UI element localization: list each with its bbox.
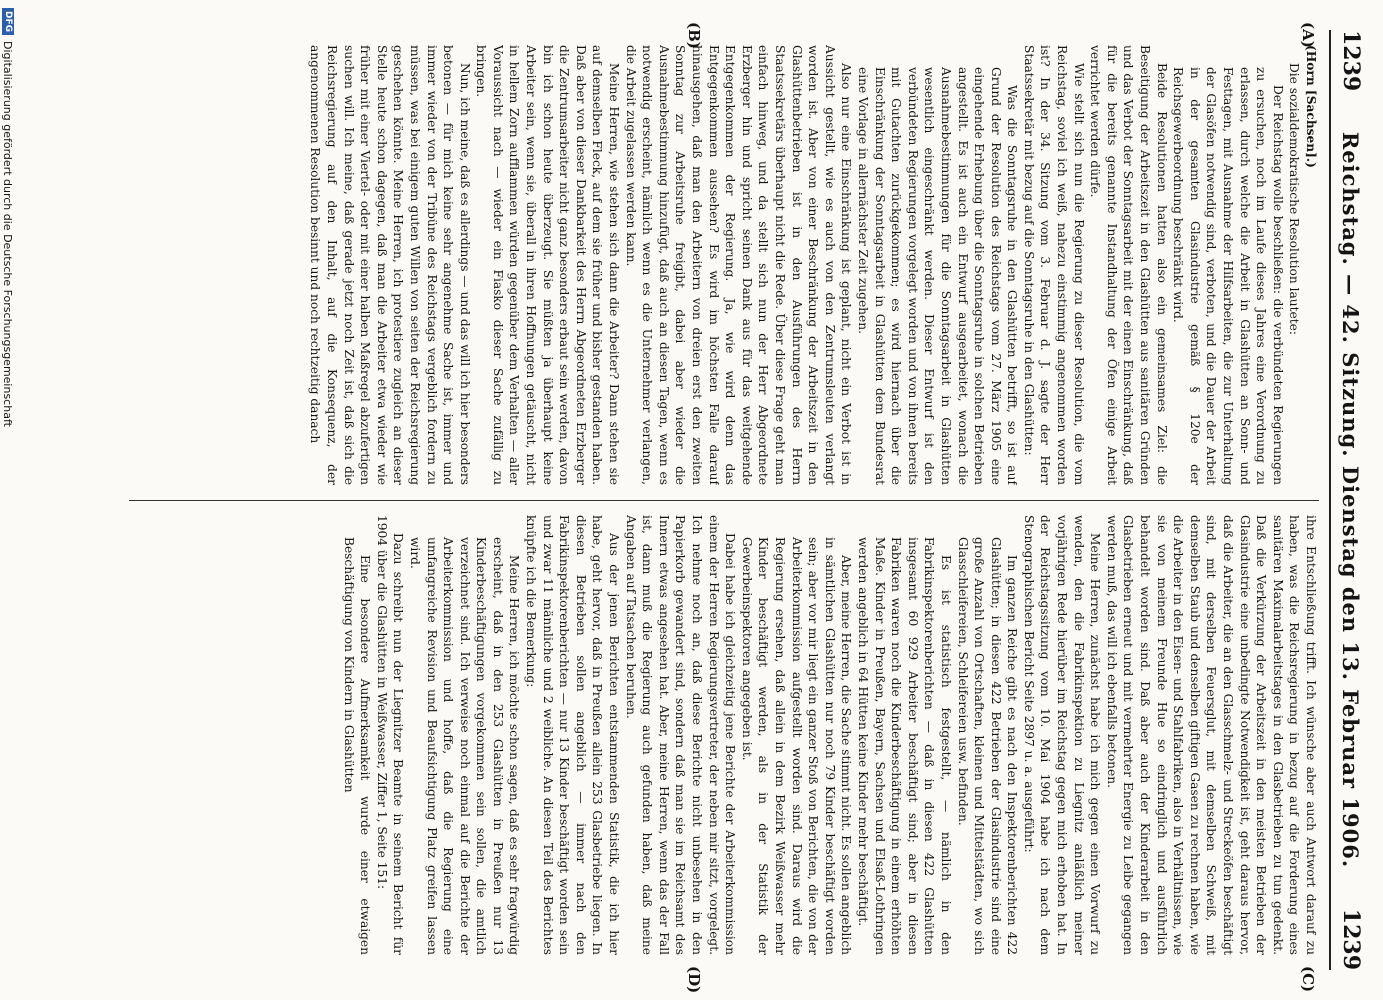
dfg-logo-badge: DFG — [2, 8, 14, 35]
quoted-statement: Was die Sonntagsruhe in den Glashütten betrifft, so ist auf Grund der Resolution des Reichstags vom 27. März 1905 eine eingehende Erhebung über die Sonntagsruhe in solchen Betrieben angestellt. Es ist auch ein Entwurf ausgearbeitet, wonach die Ausnahmebestimmungen für die Sonntagsarbeit in Glashütten wesentlich eingeschränkt werden. Dieser Entwurf ist den verbündeten Regierungen vorgelegt worden und von ihnen bereits mit Gutachten zurückgekommen; es wird hiernach über die Einschränkung der Sonntagsarbeit in Glashütten dem Bundesrat eine Vorlage in allernächster Zeit zugehen. — [855, 67, 1020, 485]
paragraph: Also nur eine Einschränkung ist geplant, nicht ein Verbot ist in Aussicht gestellt, wie es auch von den Zentrumsleuten verlangt worden ist. Aber von einer Beschränkung der Arbeitszeit in den Glashüttenbetrieben ist in den Ausführungen des Herrn Staatssekretärs überhaupt nicht die Rede. Über diese Frage geht man einfach hinweg, und da stellt sich nun der Herr Abgeordnete Erzberger hin und spricht seinen Dank aus für das weitgehende Entgegenkommen der Regierung. Ja, wie wird denn das Entgegenkommen aussehen? Es wird im höchsten Falle darauf hinausgehen, daß man den Arbeitern von dreien erst den zweiten Sonntag zur Arbeitsruhe freigibt, dabei aber wieder die Ausnahmebestimmung hinzufügt, daß auch an diesen Tagen, wenn es notwendig erscheint, nämlich wenn es die Unternehmer verlangen, die Arbeit zugelassen werden kann. — [623, 45, 854, 485]
page-header — [1329, 30, 1371, 970]
digitization-footer — [1, 0, 15, 1000]
paragraph: Dabei habe ich gleichzeitig jene Berichte der Arbeiterkommission einem der Herren Regierungsvertreter, der neben mir sitzt, vorgelegt. Ich nehme noch an, daß diese Berichte nicht unbesehen in den Papierkorb gewandert sind, sondern daß man sie im Reichsamt des Innern etwas angesehen hat. Aber, meine Herren, wenn das der Fall ist, dann muß die Regierung auch gefunden haben, daß meine Angaben auf Tatsachen beruhen. — [623, 515, 738, 955]
funding-note: Digitalisierung gefördert durch die Deutsche Forschungsgemeinschaft — [1, 41, 15, 427]
page-number: 1239 — [1338, 908, 1364, 970]
quoted-statement: Es ist statistisch festgestellt, — nämlich in den Fabrikinspektorenberichten — daß in diesen 422 Glashütten insgesamt 60 929 Arbeiter beschäftigt sind; aber in diesen Fabriken waren noch die Kinderbeschäftigung in einem erhöhten Maße. Kinder in Preußen, Bayern, Sachsen und Elsaß-Lothringen werden angeblich in 64 Hütten keine Kinder mehr beschäftigt. — [855, 537, 953, 955]
running-title: Reichstag. — 42. Sitzung. Dienstag den 13. Februar 1906. — [1338, 131, 1364, 869]
paragraph: ihre Entschließung trifft. Ich wünsche aber auch Antwort darauf zu haben, was die Reichsregierung in bezug auf die Forderung eines sanitären Maximalarbeitstages in den Glasbetrieben zu tun gedenkt. Daß die Verkürzung der Arbeitszeit in den meisten Betrieben der Glasindustrie eine unbedingte Notwendigkeit ist, geht daraus hervor, daß die Arbeiter, die an den Glasschmelz- und Streckeöfen beschäftigt sind, mit derselben Feuersglut, mit demselben Schweiß, mit demselben Staub und denselben giftigen Gasen zu rechnen haben, wie die Arbeiter in den Eisen- und Stahlfabriken, also in Verhältnissen, wie sie von meinem Freunde Hue so eindringlich und ausführlich behandelt worden sind. Daß aber auch der Kinderarbeit in den Glasbetrieben erneut und mit vermehrter Energie zu Leibe gegangen werden muß, das will ich ebenfalls betonen. — [1104, 515, 1318, 955]
quoted-statement: Eine besondere Aufmerksamkeit wurde einer etwaigen Beschäftigung von Kindern in Glashütten — [341, 537, 373, 955]
quoted-statement: Aber, meine Herren, die Sache stimmt nicht. Es sollen angeblich in sämtlichen Glashütten nur noch 79 Kinder beschäftigt worden sein; aber vor mir liegt ein ganzer Stoß von Berichten, die von der Arbeiterkommission aufgestellt worden sind. Daraus wird die Regierung ersehen, daß allein in dem Bezirk Weißwasser mehr Kinder beschäftigt werden, als in der Statistik der Gewerbeinspektoren angegeben ist. — [739, 537, 854, 955]
paragraph: Meine Herren, wie stehen sich dann die Arbeiter? Dann stehen sie auf demselben Fleck, auf dem sie früher und bisher gestanden haben. Daß aber von dieser Dankbarkeit des Herrn Abgeordneten Erzberger die Zentrumsarbeiter nicht ganz besonders erbaut sein werden, davon bin ich schon heute überzeugt. Sie müßten ja überhaupt keine Arbeiter sein, wenn sie, überall in ihren Hoffnungen getäuscht, nicht in hellem Zorn aufflammen würden gegenüber dem Verhalten — aller Voraussicht nach — wieder ein Fiasko dieser Sache zufällig zu bringen. — [474, 45, 622, 485]
column-divider — [129, 500, 1319, 501]
quoted-resolution: Der Reichstag wolle beschließen: die verbündeten Regierungen zu ersuchen, noch im Laufe dieses Jahres eine Verordnung zu erlassen, durch welche die Arbeit in Glashütten an Sonn- und Festtagen, mit Ausnahme der Hilfsarbeiten, die zur Unterhaltung der Glasöfen notwendig sind, verboten, und die Dauer der Arbeit in der gesamten Glasindustrie gemäß § 120e der Reichsgewerbeordnung beschränkt wird. — [1171, 67, 1285, 485]
paragraph: Beide Resolutionen hatten also ein gemeinsames Ziel: die Beseitigung der Arbeitszeit in den Glashütten aus sanitären Gründen und das Verbot der Sonntagsarbeit mit der einen Einschränkung, daß für die bereits genannte Instandhaltung der Öfen einige Arbeit verrichtet werden dürfe. — [1088, 45, 1169, 485]
paragraph: Wie stellt sich nun die Regierung zu dieser Resolution, die vom Reichstag, soviel ich weiß, nahezu einstimmig angenommen worden ist? In der 34. Sitzung vom 3. Februar d. J. sagte der Herr Staatssekretär mit bezug auf die Sonntagsruhe in den Glashütten: — [1021, 45, 1086, 485]
quoted-statement: Meine Herren, ich möchte schon sagen, daß es sehr fragwürdig erscheint, daß in den 253 Glashütten in Preußen nur 13 Kinderbeschäftigungen vorgekommen sein sollen, die amtlich verzeichnet sind. Ich verweise noch einmal auf die Berichte der Arbeiterkommission und hoffe, daß die Regierung eine umfangreiche Revision und Beaufsichtigung Platz greifen lassen wird. — [407, 537, 522, 955]
paragraph: Aus der jenen Berichten entstammenden Statistik, die ich hier habe, geht hervor, daß in Preußen allein 253 Glasbetriebe liegen. In diesen Betrieben sollen angeblich — immer nach den Fabrikinspektorenberichten — nur 13 Kinder beschäftigt worden sein und zwar 11 männliche und 2 weibliche. An diesen Teil des Berichtes knüpfte ich die Bemerkung: — [524, 515, 622, 955]
paragraph: Meine Herren, zunächst habe ich mich gegen einen Vorwurf zu wenden, den die Fabrikinspektion zu Liegnitz anläßlich meiner vorjährigen Rede hierüber im Reichstag gegen mich erhoben hat. In der Reichstagssitzung vom 10. Mai 1904 habe ich nach dem Stenographischen Bericht Seite 2897 u. a. ausgeführt: — [1021, 515, 1103, 955]
margin-letter-c: (C) — [1299, 966, 1317, 993]
paragraph: Dazu schreibt nun der Liegnitzer Beamte in seinem Bericht für 1904 über die Glashütten in Weißwasser, Ziffer 1, Seite 151: — [374, 515, 406, 955]
speaker-label: (Horn [Sachsen].) — [1304, 45, 1318, 168]
paragraph: Nun, ich meine, daß es allerdings — und das will ich hier besonders betonen — für mich keine sehr angenehme Sache ist, immer und immer wieder von der Tribüne des Reichstags vergeblich fordern zu müssen, was bei einigem guten Willen von seiten der Reichsregierung geschehen könnte. Meine Herren, ich protestiere zugleich an dieser Stelle heute schon dagegen, daß man die Arbeiter etwa wieder wie früher mit einer Viertel- oder mit einer halben Maßregel abzufertigen suchen will. Ich meine, daß gerade jetzt noch Zeit ist, daß sich die Reichsregierung auf den Inhalt, auf die Konsequenz, der angenommenen Resolution besinnt und noch rechtzeitig danach — [308, 45, 472, 485]
paragraph: Die sozialdemokratische Resolution lautete: — [1287, 63, 1302, 335]
margin-letter-a: (A) — [1299, 22, 1317, 48]
quoted-statement: Im ganzen Reiche gibt es nach den Inspektorenberichten 422 Glashütten; in diesen 422 Betrieben der Glasindustrie sind eine große Anzahl von Ortschaften, kleinen und Mittelstädten, wo sich Glasschleifereien, Schleifereien usw. befinden. — [955, 537, 1020, 955]
folio-left: 1239 — [1338, 30, 1364, 92]
margin-letter-b: (B) — [685, 22, 703, 49]
margin-letter-d: (D) — [685, 966, 703, 994]
left-column — [129, 45, 1319, 485]
right-column — [129, 515, 1319, 955]
